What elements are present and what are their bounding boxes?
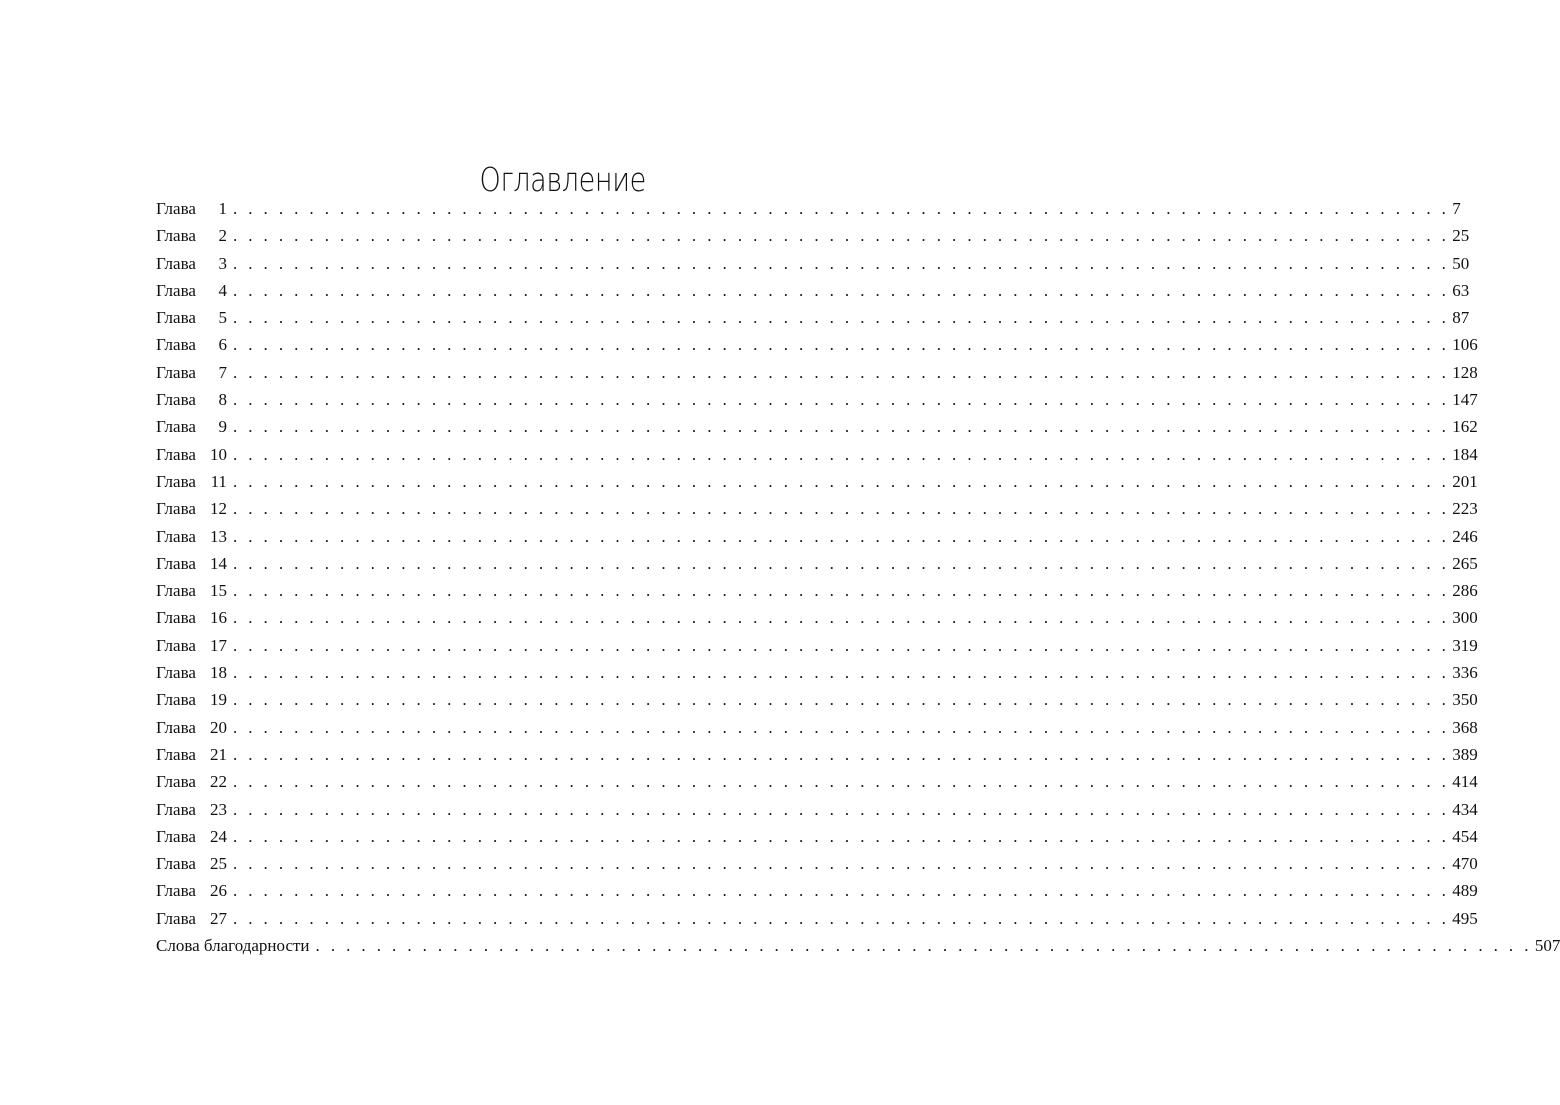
page-number: 414 — [1452, 772, 1478, 792]
dot-leader: . . . . . . . . . . . . . . . . . . . . . . . . . . . . . . . . . . . . . . . . . . . . . . . . . . . . . . . . . . . . . . . . . . . . . . . . . . . . . . . . — [232, 444, 1450, 464]
page-number: 87 — [1452, 308, 1470, 328]
chapter-word: Глава — [156, 362, 196, 382]
chapter-number: 1 — [218, 199, 227, 218]
toc-entry[interactable] — [156, 359, 1478, 386]
chapter-number: 23 — [209, 799, 227, 819]
page-number: 184 — [1452, 444, 1478, 464]
dot-leader: . . . . . . . . . . . . . . . . . . . . . . . . . . . . . . . . . . . . . . . . . . . . . . . . . . . . . . . . . . . . . . . . . . . . . . . . . . . . . . . . — [232, 308, 1450, 328]
chapter-number: 10 — [209, 444, 227, 464]
page-number: 162 — [1452, 417, 1478, 437]
chapter-number: 8 — [218, 390, 227, 410]
chapter-number: 17 — [209, 635, 227, 655]
toc-entry-label — [156, 523, 227, 550]
toc-entry[interactable] — [156, 659, 1478, 686]
dot-leader: . . . . . . . . . . . . . . . . . . . . . . . . . . . . . . . . . . . . . . . . . . . . . . . . . . . . . . . . . . . . . . . . . . . . . . . . . . . . . . . . — [232, 526, 1450, 546]
chapter-number: 19 — [209, 690, 227, 710]
chapter-word: Глава — [156, 280, 196, 300]
table-of-contents — [156, 195, 1560, 959]
dot-leader: . . . . . . . . . . . . . . . . . . . . . . . . . . . . . . . . . . . . . . . . . . . . . . . . . . . . . . . . . . . . . . . . . . . . . . . . . . . . . . . . — [232, 390, 1450, 410]
toc-entry[interactable] — [156, 550, 1478, 577]
dot-leader: . . . . . . . . . . . . . . . . . . . . . . . . . . . . . . . . . . . . . . . . . . . . . . . . . . . . . . . . . . . . . . . . . . . . . . . . . . . . . . . . — [232, 908, 1450, 928]
toc-entry[interactable] — [156, 468, 1478, 495]
page-number: 128 — [1452, 362, 1478, 382]
page-number: 223 — [1452, 499, 1478, 519]
toc-entry-label — [156, 195, 227, 222]
toc-entry-label — [156, 359, 227, 386]
chapter-word: Глава — [156, 308, 196, 328]
chapter-word: Глава — [156, 526, 196, 546]
page-number: 7 — [1452, 199, 1461, 218]
chapter-word: Глава — [156, 608, 196, 628]
toc-entry-label — [156, 741, 227, 768]
chapter-number: 12 — [209, 499, 227, 519]
page-number: 454 — [1452, 826, 1478, 846]
chapter-word: Глава — [156, 417, 196, 437]
page-number: 336 — [1452, 663, 1478, 683]
toc-entry[interactable] — [156, 331, 1478, 358]
page-number: 434 — [1452, 799, 1478, 819]
page-number: 147 — [1452, 390, 1478, 410]
page-number: 286 — [1452, 581, 1478, 601]
toc-entry-label — [156, 468, 227, 495]
dot-leader: . . . . . . . . . . . . . . . . . . . . . . . . . . . . . . . . . . . . . . . . . . . . . . . . . . . . . . . . . . . . . . . . . . . . . . . . . . . . . . . . — [232, 854, 1450, 874]
chapter-word: Глава — [156, 635, 196, 655]
toc-entry[interactable] — [156, 714, 1478, 741]
chapter-number: 13 — [209, 526, 227, 546]
toc-entry-label — [156, 932, 310, 959]
section-title: Слова благодарности — [156, 936, 310, 956]
chapter-word: Глава — [156, 717, 196, 737]
toc-entry-label — [156, 413, 227, 440]
page-number: 319 — [1452, 635, 1478, 655]
chapter-word: Глава — [156, 471, 196, 491]
dot-leader: . . . . . . . . . . . . . . . . . . . . . . . . . . . . . . . . . . . . . . . . . . . . . . . . . . . . . . . . . . . . . . . . . . . . . . . . . . . . . . . . — [232, 744, 1450, 764]
chapter-number: 6 — [218, 335, 227, 355]
chapter-number: 21 — [209, 744, 227, 764]
toc-entry-label — [156, 905, 227, 932]
chapter-number: 9 — [218, 417, 227, 437]
toc-entry[interactable] — [156, 441, 1478, 468]
chapter-word: Глава — [156, 744, 196, 764]
toc-entry[interactable] — [156, 523, 1478, 550]
chapter-word: Глава — [156, 390, 196, 410]
toc-entry-label — [156, 686, 227, 713]
toc-entry[interactable] — [156, 796, 1478, 823]
page-number: 300 — [1452, 608, 1478, 628]
dot-leader: . . . . . . . . . . . . . . . . . . . . . . . . . . . . . . . . . . . . . . . . . . . . . . . . . . . . . . . . . . . . . . . . . . . . . . . . . . . . . . . . — [232, 471, 1450, 491]
toc-entry[interactable] — [156, 495, 1478, 522]
dot-leader: . . . . . . . . . . . . . . . . . . . . . . . . . . . . . . . . . . . . . . . . . . . . . . . . . . . . . . . . . . . . . . . . . . . . . . . . . . . . . . . . — [232, 417, 1450, 437]
chapter-word: Глава — [156, 908, 196, 928]
chapter-number: 26 — [209, 881, 227, 901]
dot-leader: . . . . . . . . . . . . . . . . . . . . . . . . . . . . . . . . . . . . . . . . . . . . . . . . . . . . . . . . . . . . . . . . . . . . . . . . . . . . . . . . — [232, 881, 1450, 901]
toc-entry[interactable] — [156, 413, 1478, 440]
toc-entry-label — [156, 331, 227, 358]
dot-leader: . . . . . . . . . . . . . . . . . . . . . . . . . . . . . . . . . . . . . . . . . . . . . . . . . . . . . . . . . . . . . . . . . . . . . . . . . . . . . . . . — [232, 280, 1450, 300]
toc-entry-label — [156, 577, 227, 604]
toc-entry[interactable] — [156, 686, 1478, 713]
toc-entry[interactable] — [156, 304, 1470, 331]
toc-entry-label — [156, 632, 227, 659]
chapter-number: 5 — [218, 308, 227, 328]
page-number: 201 — [1452, 471, 1478, 491]
chapter-word: Глава — [156, 581, 196, 601]
chapter-number: 16 — [209, 608, 227, 628]
toc-entry-label — [156, 441, 227, 468]
toc-entry[interactable] — [156, 277, 1470, 304]
chapter-word: Глава — [156, 199, 196, 218]
page-number: 265 — [1452, 553, 1478, 573]
dot-leader: . . . . . . . . . . . . . . . . . . . . . . . . . . . . . . . . . . . . . . . . . . . . . . . . . . . . . . . . . . . . . . . . . . . . . . . . . . . . . . . . — [232, 826, 1450, 846]
page-number: 50 — [1452, 253, 1470, 273]
chapter-word: Глава — [156, 335, 196, 355]
chapter-number: 2 — [218, 226, 227, 246]
toc-entry-label — [156, 768, 227, 795]
dot-leader: . . . . . . . . . . . . . . . . . . . . . . . . . . . . . . . . . . . . . . . . . . . . . . . . . . . . . . . . . . . . . . . . . . . . . . . . . . . . . . . . — [232, 335, 1450, 355]
chapter-number: 27 — [209, 908, 227, 928]
page-number: 507 — [1534, 936, 1560, 956]
chapter-word: Глава — [156, 499, 196, 519]
toc-entry-label — [156, 550, 227, 577]
dot-leader: . . . . . . . . . . . . . . . . . . . . . . . . . . . . . . . . . . . . . . . . . . . . . . . . . . . . . . . . . . . . . . . . . . . . . . . . . . . . . . . . — [232, 199, 1450, 218]
chapter-number: 3 — [218, 253, 227, 273]
dot-leader: . . . . . . . . . . . . . . . . . . . . . . . . . . . . . . . . . . . . . . . . . . . . . . . . . . . . . . . . . . . . . . . . . . . . . . . . . . . . . . . . — [232, 690, 1450, 710]
toc-entry-label — [156, 850, 227, 877]
chapter-number: 11 — [210, 471, 227, 491]
toc-entry-label — [156, 796, 227, 823]
page-number: 106 — [1452, 335, 1478, 355]
toc-entry-label — [156, 823, 227, 850]
page-number: 470 — [1452, 854, 1478, 874]
chapter-word: Глава — [156, 799, 196, 819]
dot-leader: . . . . . . . . . . . . . . . . . . . . . . . . . . . . . . . . . . . . . . . . . . . . . . . . . . . . . . . . . . . . . . . . . . . . . . . . . . . . . . . . — [232, 553, 1450, 573]
toc-entry-label — [156, 277, 227, 304]
page-number: 25 — [1452, 226, 1470, 246]
page-number: 350 — [1452, 690, 1478, 710]
chapter-number: 24 — [209, 826, 227, 846]
chapter-word: Глава — [156, 226, 196, 246]
dot-leader: . . . . . . . . . . . . . . . . . . . . . . . . . . . . . . . . . . . . . . . . . . . . . . . . . . . . . . . . . . . . . . . . . . . . . . . . . . . . . . . . — [232, 581, 1450, 601]
chapter-word: Глава — [156, 826, 196, 846]
page-number: 246 — [1452, 526, 1478, 546]
chapter-number: 22 — [209, 772, 227, 792]
dot-leader: . . . . . . . . . . . . . . . . . . . . . . . . . . . . . . . . . . . . . . . . . . . . . . . . . . . . . . . . . . . . . . . . . . . . . . . . . . . . . . . . — [232, 717, 1450, 737]
page-number: 368 — [1452, 717, 1478, 737]
dot-leader: . . . . . . . . . . . . . . . . . . . . . . . . . . . . . . . . . . . . . . . . . . . . . . . . . . . . . . . . . . . . . . . . . . . . . . . . . . . . . . . . — [232, 635, 1450, 655]
chapter-number: 25 — [209, 854, 227, 874]
dot-leader: . . . . . . . . . . . . . . . . . . . . . . . . . . . . . . . . . . . . . . . . . . . . . . . . . . . . . . . . . . . . . . . . . . . . . . . . . . . . . . . . — [232, 362, 1450, 382]
dot-leader: . . . . . . . . . . . . . . . . . . . . . . . . . . . . . . . . . . . . . . . . . . . . . . . . . . . . . . . . . . . . . . . . . . . . . . . . . . . . . . . . — [232, 226, 1450, 246]
toc-entry-label — [156, 659, 227, 686]
chapter-number: 14 — [209, 553, 227, 573]
chapter-word: Глава — [156, 881, 196, 901]
chapter-number: 20 — [209, 717, 227, 737]
toc-entry-label — [156, 222, 227, 249]
chapter-number: 18 — [209, 663, 227, 683]
dot-leader: . . . . . . . . . . . . . . . . . . . . . . . . . . . . . . . . . . . . . . . . . . . . . . . . . . . . . . . . . . . . . . . . . . . . . . . . . . . . . . . . — [232, 499, 1450, 519]
chapter-word: Глава — [156, 854, 196, 874]
chapter-word: Глава — [156, 772, 196, 792]
dot-leader: . . . . . . . . . . . . . . . . . . . . . . . . . . . . . . . . . . . . . . . . . . . . . . . . . . . . . . . . . . . . . . . . . . . . . . . . . . . . . . . . — [232, 772, 1450, 792]
page-number: 63 — [1452, 280, 1470, 300]
page-number: 495 — [1452, 908, 1478, 928]
page-title: Оглавление — [479, 160, 646, 200]
toc-entry[interactable] — [156, 932, 1560, 959]
dot-leader: . . . . . . . . . . . . . . . . . . . . . . . . . . . . . . . . . . . . . . . . . . . . . . . . . . . . . . . . . . . . . . . . . . . . . . . . . . . . . . . . — [232, 608, 1450, 628]
dot-leader: . . . . . . . . . . . . . . . . . . . . . . . . . . . . . . . . . . . . . . . . . . . . . . . . . . . . . . . . . . . . . . . . . . . . . . . . . . . . . . . . — [315, 936, 1532, 956]
toc-entry-label — [156, 714, 227, 741]
toc-entry-label — [156, 386, 227, 413]
toc-entry[interactable] — [156, 386, 1478, 413]
toc-entry-label — [156, 495, 227, 522]
dot-leader: . . . . . . . . . . . . . . . . . . . . . . . . . . . . . . . . . . . . . . . . . . . . . . . . . . . . . . . . . . . . . . . . . . . . . . . . . . . . . . . . — [232, 663, 1450, 683]
toc-entry[interactable] — [156, 195, 1461, 222]
toc-entry[interactable] — [156, 604, 1478, 631]
toc-entry[interactable] — [156, 823, 1478, 850]
dot-leader: . . . . . . . . . . . . . . . . . . . . . . . . . . . . . . . . . . . . . . . . . . . . . . . . . . . . . . . . . . . . . . . . . . . . . . . . . . . . . . . . — [232, 799, 1450, 819]
chapter-word: Глава — [156, 690, 196, 710]
chapter-word: Глава — [156, 663, 196, 683]
toc-entry[interactable] — [156, 905, 1478, 932]
page-number: 389 — [1452, 744, 1478, 764]
toc-entry-label — [156, 604, 227, 631]
chapter-number: 4 — [218, 280, 227, 300]
toc-entry-label — [156, 304, 227, 331]
toc-entry[interactable] — [156, 250, 1470, 277]
toc-entry[interactable] — [156, 577, 1478, 604]
toc-entry-label — [156, 877, 227, 904]
toc-entry[interactable] — [156, 768, 1478, 795]
chapter-word: Глава — [156, 553, 196, 573]
page-number: 489 — [1452, 881, 1478, 901]
toc-entry[interactable] — [156, 632, 1478, 659]
chapter-number: 15 — [209, 581, 227, 601]
chapter-word: Глава — [156, 253, 196, 273]
chapter-number: 7 — [218, 362, 227, 382]
dot-leader: . . . . . . . . . . . . . . . . . . . . . . . . . . . . . . . . . . . . . . . . . . . . . . . . . . . . . . . . . . . . . . . . . . . . . . . . . . . . . . . . — [232, 253, 1450, 273]
toc-entry[interactable] — [156, 877, 1478, 904]
toc-entry-label — [156, 250, 227, 277]
toc-entry[interactable] — [156, 222, 1470, 249]
chapter-word: Глава — [156, 444, 196, 464]
toc-entry[interactable] — [156, 741, 1478, 768]
toc-entry[interactable] — [156, 850, 1478, 877]
